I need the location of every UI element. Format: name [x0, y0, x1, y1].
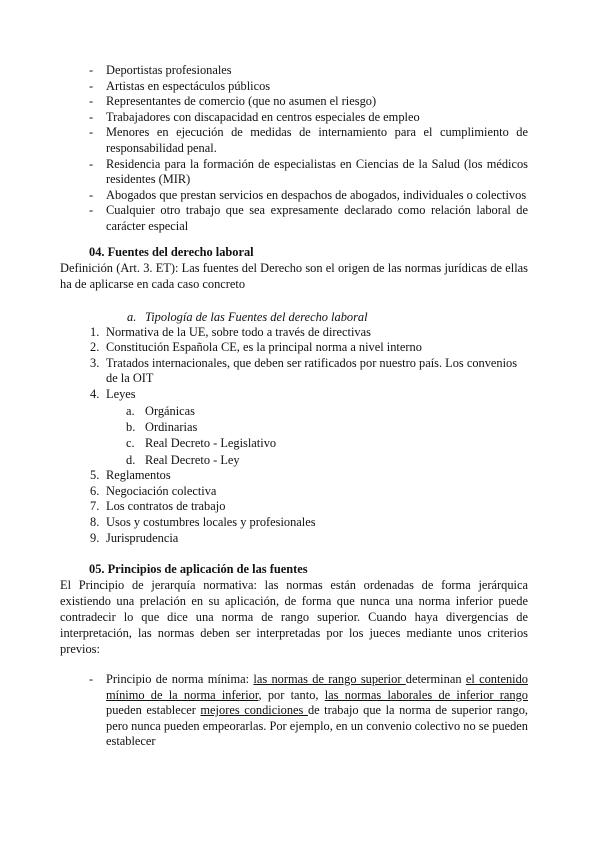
list-item: d. Real Decreto - Ley: [126, 452, 240, 467]
bullet-dash: -: [89, 125, 94, 140]
bullet-dash: -: [89, 94, 94, 109]
list-item: - Cualquier otro trabajo que sea expresamente declarado como relación laboral de carácter especial: [89, 203, 528, 233]
list-item: c. Real Decreto - Legislativo: [126, 436, 277, 451]
sources-typology-title: a. Tipología de las Fuentes del derecho laboral: [127, 309, 368, 324]
list-item: 9. Jurisprudencia: [90, 530, 179, 545]
list-item: 4. Leyes a. Orgánicas b. Ordinarias c. Real Decreto - Legislativo d. Real Decreto - Ley: [60, 387, 528, 468]
list-item: 5. Reglamentos: [90, 468, 171, 483]
bullet-dash: -: [89, 109, 94, 124]
list-item: 3. Tratados internacionales, que deben ser ratificados por nuestro país. Los convenios de la OIT: [90, 355, 518, 386]
list-item: 1. Normativa de la UE, sobre todo a través de directivas: [90, 324, 371, 339]
bullet-dash: -: [89, 156, 94, 171]
list-item: - Representantes de comercio (que no asumen el riesgo): [89, 94, 377, 109]
bullet-dash: -: [89, 203, 94, 218]
list-item: - Trabajadores con discapacidad en centros especiales de empleo: [89, 109, 420, 124]
list-item: 2. Constitución Española CE, es la principal norma a nivel interno: [90, 340, 422, 355]
document-page: [60, 63, 528, 750]
bullet-dash: -: [89, 78, 94, 93]
list-item: - Artistas en espectáculos públicos: [89, 78, 271, 93]
list-item: - Residencia para la formación de especialistas en Ciencias de la Salud (los médicos residentes (MIR): [89, 156, 528, 187]
special-employment-list: [60, 63, 528, 235]
list-item: 6. Negociación colectiva: [90, 483, 217, 498]
section-5-heading: 05. Principios de aplicación de las fuentes: [89, 562, 308, 577]
list-item: 7. Los contratos de trabajo: [90, 499, 226, 514]
section-4-heading: 04. Fuentes del derecho laboral: [89, 244, 254, 259]
laws-sublist: [60, 403, 528, 469]
list-item: 8. Usos y costumbres locales y profesionales: [90, 514, 316, 529]
sources-list: [60, 325, 528, 547]
bullet-dash: -: [89, 63, 94, 77]
bullet-dash: -: [89, 187, 94, 202]
section-5-intro: El Principio de jerarquía normativa: las normas están ordenadas de forma jerárquica existiendo una prelación en su aplicación, de forma que nunca una norma inferior puede contradecir lo que dice una norma de rango superior. Cuando haya divergencias de interpretación, las normas deben ser interpretadas por los jueces mediante unos criterios previos:: [60, 578, 528, 657]
list-item: - Menores en ejecución de medidas de internamiento para el cumplimiento de responsabilidad penal.: [89, 125, 528, 155]
bullet-dash: -: [89, 672, 94, 687]
list-item: a. Orgánicas: [126, 403, 196, 418]
principles-list: [60, 672, 528, 750]
list-item: - Deportistas profesionales: [89, 63, 232, 77]
section-4-definition: Definición (Art. 3. ET): Las fuentes del Derecho son el origen de las normas jurídicas de ellas ha de aplicarse en cada caso concreto: [60, 260, 528, 291]
list-item: - Principio de norma mínima: las normas de rango superior determinan el contenido mínimo de la norma inferior, por tanto, las normas laborales de inferior rango pueden establecer mejores condiciones de trabajo que la norma de superior rango, pero nunca pueden empeorarlas. Por ejemplo, en un convenio colectivo no se pueden establecer: [89, 672, 529, 749]
list-item: b. Ordinarias: [126, 419, 198, 434]
list-item: - Abogados que prestan servicios en despachos de abogados, individuales o colectivos: [89, 187, 527, 202]
